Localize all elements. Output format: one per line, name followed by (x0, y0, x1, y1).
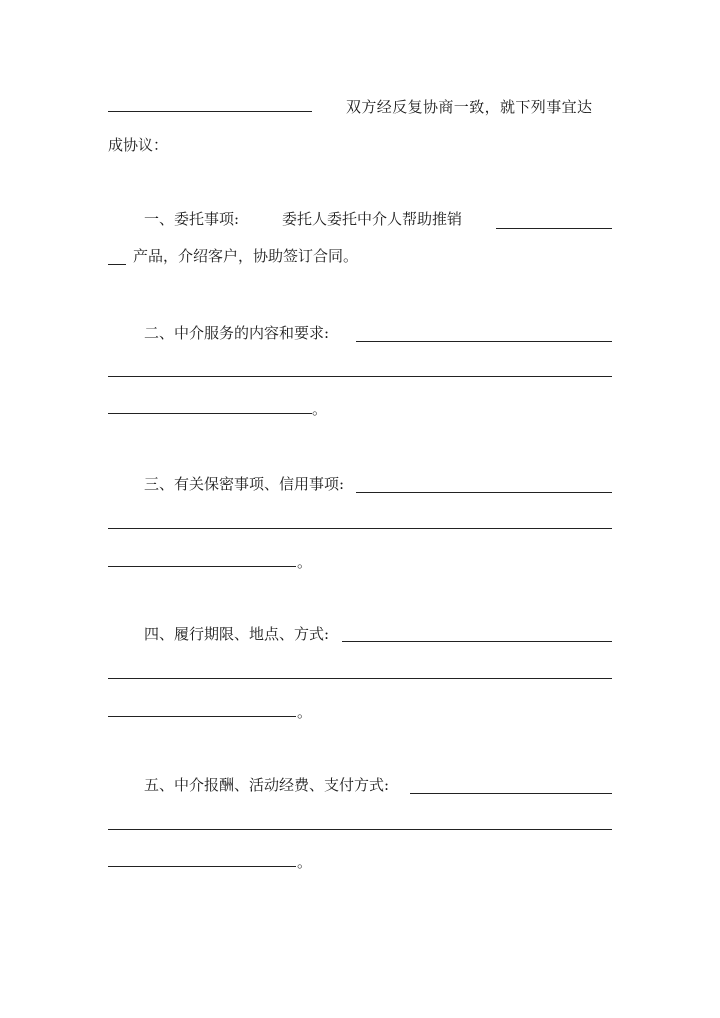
section-2-blank-3[interactable] (108, 413, 312, 414)
section-3-blank-3[interactable] (108, 566, 296, 567)
section-1-body: 委托人委托中介人帮助推销 (282, 210, 463, 228)
section-2-blank-1[interactable] (356, 341, 612, 342)
section-4-blank-2[interactable] (108, 678, 612, 679)
section-3-blank-1[interactable] (356, 492, 612, 493)
section-4-blank-1[interactable] (342, 641, 612, 642)
party-blank[interactable] (108, 111, 312, 112)
section-4-end: 。 (297, 703, 313, 721)
section-3-heading: 三、有关保密事项、信用事项: (144, 475, 345, 493)
section-5-end: 。 (297, 853, 313, 871)
section-5-blank-1[interactable] (410, 793, 612, 794)
section-2-heading: 二、中介服务的内容和要求: (144, 324, 330, 342)
section-5-blank-2[interactable] (108, 829, 612, 830)
section-2-blank-2[interactable] (108, 376, 612, 377)
section-3-blank-2[interactable] (108, 528, 612, 529)
intro-continuation: 成协议： (108, 136, 169, 154)
section-4-blank-3[interactable] (108, 716, 296, 717)
section-3-end: 。 (297, 553, 313, 571)
product-blank[interactable] (496, 228, 612, 229)
section-5-heading: 五、中介报酬、活动经费、支付方式: (144, 776, 390, 794)
intro-text: 双方经反复协商一致，就下列事宜达 (346, 98, 593, 116)
section-5-blank-3[interactable] (108, 866, 296, 867)
section-4-heading: 四、履行期限、地点、方式: (144, 625, 330, 643)
product-blank-continued[interactable] (108, 264, 126, 265)
section-1-heading: 一、委托事项: (144, 210, 240, 228)
section-1-continuation: 产品，介绍客户，协助签订合同。 (133, 247, 359, 265)
section-2-end: 。 (312, 400, 328, 418)
